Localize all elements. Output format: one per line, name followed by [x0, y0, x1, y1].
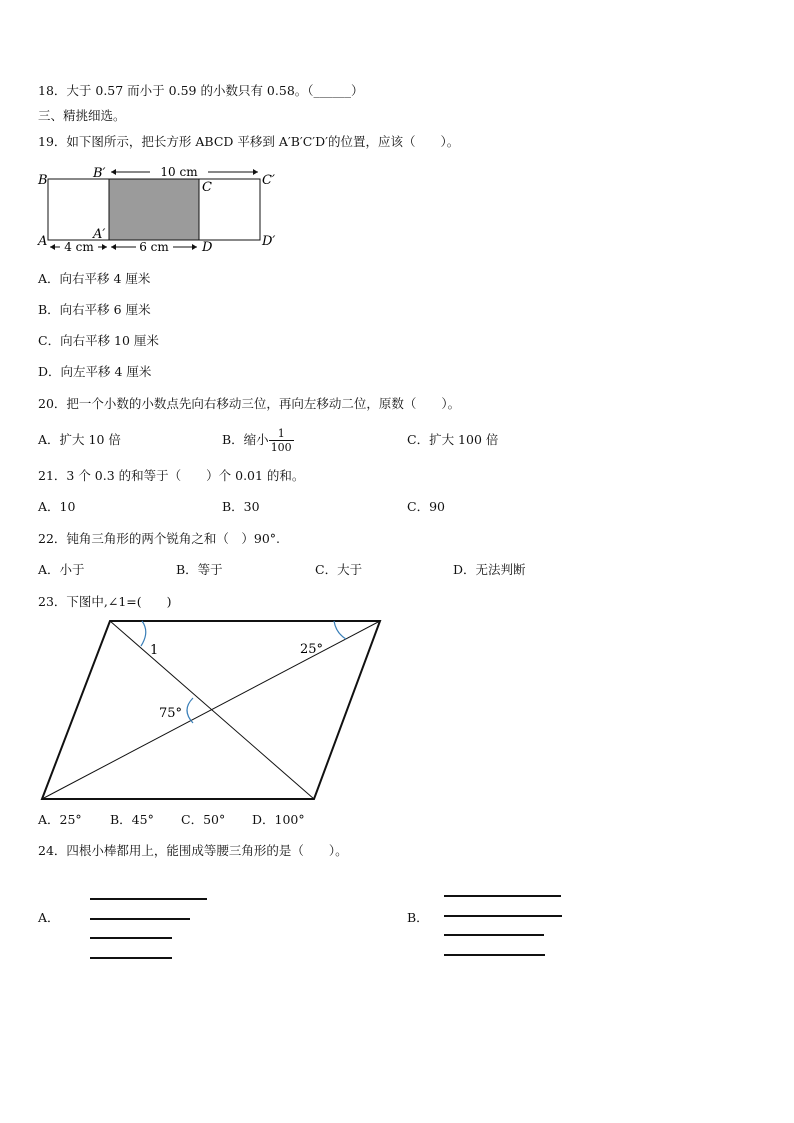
q24-option-a-sticks: [80, 893, 220, 963]
q23-option-c: C．50°: [181, 812, 226, 827]
q20-option-a: A．扩大 10 倍: [38, 432, 121, 447]
label-angle-1: 1: [150, 643, 159, 658]
label-b-prime: B′: [93, 166, 106, 181]
label-a-prime: A′: [93, 227, 106, 242]
label-angle-75: 75°: [159, 706, 183, 721]
q23-option-b: B．45°: [110, 812, 154, 827]
q19-option-b: B．向右平移 6 厘米: [38, 302, 151, 317]
label-d: D: [202, 240, 213, 255]
q21-option-c: C．90: [407, 499, 445, 514]
q19-option-a: A．向右平移 4 厘米: [38, 271, 151, 286]
q24-option-b-label: B．: [407, 910, 429, 925]
fraction-one-hundredth: [269, 427, 294, 454]
fraction-numerator: 1: [277, 427, 285, 440]
label-d-prime: D′: [262, 234, 276, 249]
shaded-overlap: [109, 179, 199, 240]
q21-option-b: B．30: [222, 499, 260, 514]
label-angle-25: 25°: [300, 642, 324, 657]
q22-option-a: A．小于: [38, 562, 85, 577]
q23-option-d: D．100°: [252, 812, 305, 827]
q22-option-c: C．大于: [315, 562, 363, 577]
label-c-prime: C′: [262, 173, 275, 188]
q19-option-c: C．向右平移 10 厘米: [38, 333, 159, 348]
diagonal-top-right-to-bottom-left: [42, 621, 380, 799]
question-24: 24．四根小棒都用上，能围成等腰三角形的是（ ）。: [38, 843, 348, 858]
fraction-denominator: 100: [270, 441, 292, 454]
question-18: 18．大于 0.57 而小于 0.59 的小数只有 0.58。（______）: [38, 83, 364, 98]
q19-option-d: D．向左平移 4 厘米: [38, 364, 152, 379]
translation-figure: [0, 160, 300, 260]
question-19: 19．如下图所示，把长方形 ABCD 平移到 A′B′C′D′的位置，应该（ ）。: [38, 134, 460, 149]
question-21: 21．3 个 0.3 的和等于（ ）个 0.01 的和。: [38, 468, 305, 483]
label-a: A: [38, 234, 48, 249]
label-b: B: [38, 173, 48, 188]
section-3-title: 三、精挑细选。: [38, 108, 126, 123]
angle-75-arc: [187, 698, 193, 723]
question-22: 22．钝角三角形的两个锐角之和（ ）90°.: [38, 531, 281, 546]
q22-option-d: D．无法判断: [453, 562, 526, 577]
dimension-4cm: 4 cm: [64, 240, 94, 254]
q24-option-b-sticks: [434, 890, 574, 960]
label-c: C: [202, 180, 212, 195]
parallelogram-figure: [0, 610, 400, 810]
dimension-6cm: 6 cm: [139, 240, 169, 254]
angle-25-arc: [334, 621, 346, 639]
q20-option-b: [222, 420, 294, 460]
dimension-10cm: 10 cm: [160, 165, 198, 179]
question-20: 20．把一个小数的小数点先向右移动三位，再向左移动二位，原数（ ）。: [38, 396, 461, 411]
q22-option-b: B．等于: [176, 562, 223, 577]
q24-option-a-label: A．: [38, 910, 60, 925]
question-23: 23．下图中,∠1=( ): [38, 594, 172, 609]
angle-1-arc: [141, 621, 146, 646]
q20-option-b-prefix: B．缩小: [222, 432, 269, 447]
q21-option-a: A．10: [38, 499, 76, 514]
q20-option-c: C．扩大 100 倍: [407, 432, 499, 447]
q23-option-a: A．25°: [38, 812, 82, 827]
